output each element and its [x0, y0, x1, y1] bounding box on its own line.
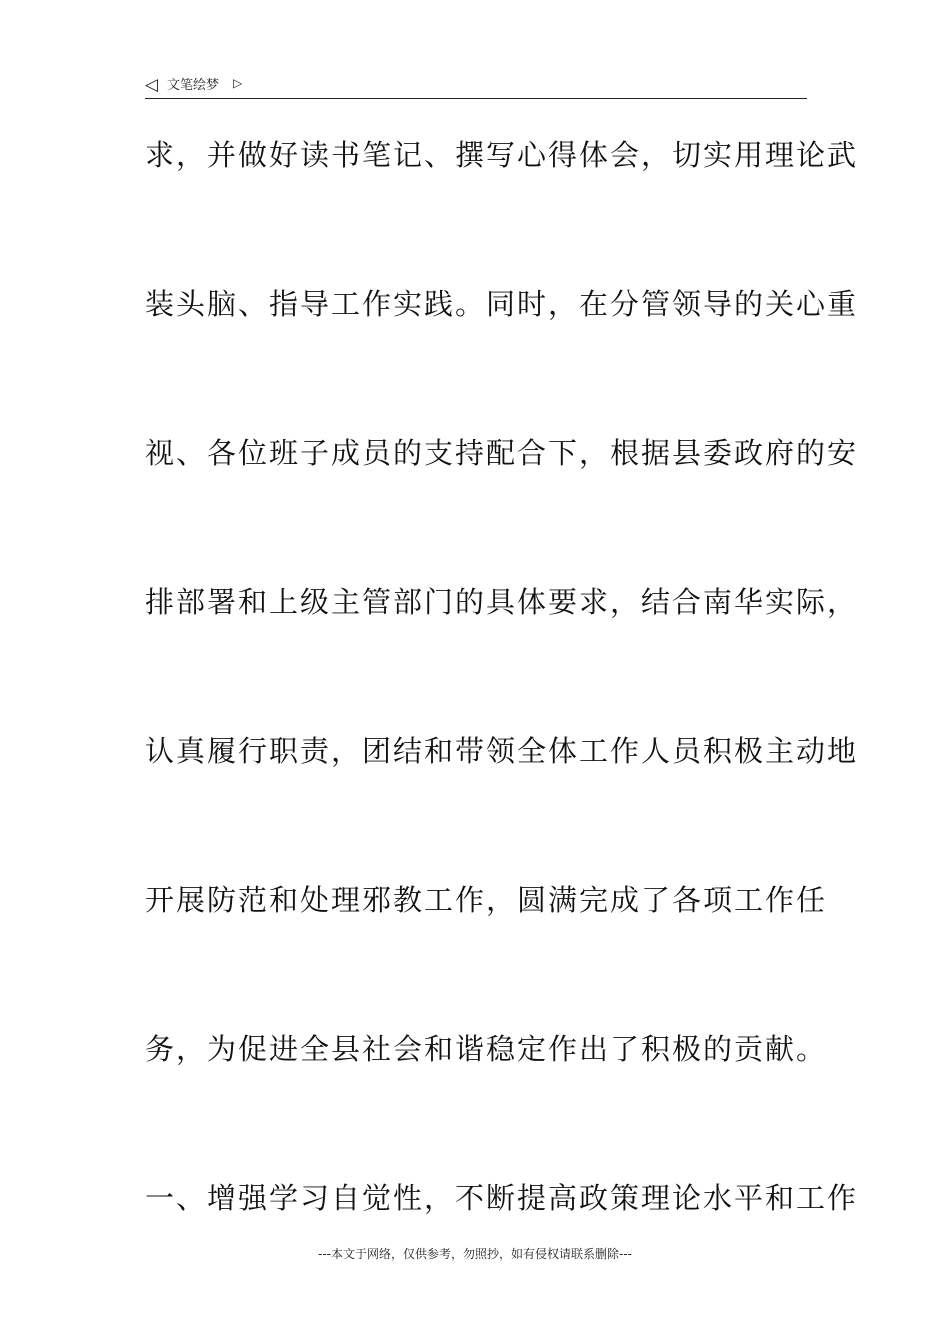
- left-triangle-icon: ◁: [145, 75, 159, 95]
- body-line-5: 认真履行职责，团结和带领全体工作人员积极主动地: [145, 734, 859, 768]
- body-line-1: 求，并做好读书笔记、撰写心得体会，切实用理论武: [145, 138, 859, 172]
- header-title: 文笔绘梦: [167, 78, 220, 93]
- right-triangle-icon: ▷: [233, 76, 243, 90]
- page-header: [145, 74, 807, 99]
- body-line-2: 装头脑、指导工作实践。同时，在分管领导的关心重: [145, 287, 859, 321]
- body-line-7: 务，为促进全县社会和谐稳定作出了积极的贡献。: [145, 1032, 828, 1066]
- body-line-6: 开展防范和处理邪教工作，圆满完成了各项工作任: [145, 883, 828, 917]
- body-line-4: 排部署和上级主管部门的具体要求，结合南华实际，: [145, 585, 859, 619]
- section-heading: 一、增强学习自觉性，不断提高政策理论水平和工作: [145, 1181, 859, 1215]
- body-line-3: 视、各位班子成员的支持配合下，根据县委政府的安: [145, 436, 859, 470]
- page-footer: ---本文于网络，仅供参考，勿照抄，如有侵权请联系删除---: [318, 1247, 632, 1261]
